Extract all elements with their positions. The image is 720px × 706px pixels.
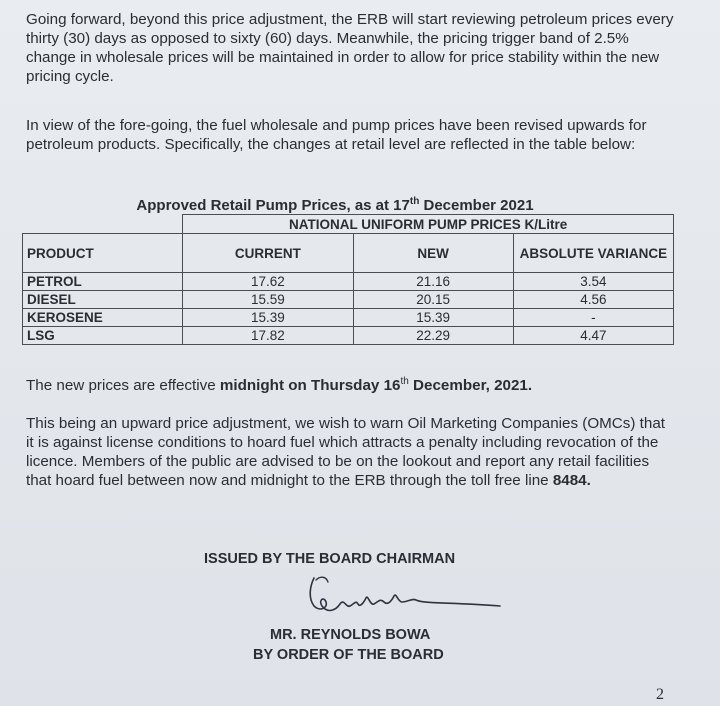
cell-product: LSG — [23, 327, 183, 345]
table-row — [23, 327, 674, 345]
chairman-name: MR. REYNOLDS BOWA — [270, 627, 431, 643]
cell-variance: 4.56 — [513, 291, 673, 309]
table-row — [23, 309, 674, 327]
cell-product: DIESEL — [23, 291, 183, 309]
table-title-sup: th — [409, 196, 420, 207]
cell-current: 17.62 — [183, 273, 353, 291]
cell-variance: 4.47 — [513, 327, 673, 345]
cell-variance: 3.54 — [513, 273, 673, 291]
cell-current: 17.82 — [183, 327, 353, 345]
effective-date-sup: th — [400, 376, 409, 387]
table-subtitle-row — [23, 215, 674, 234]
signature-image — [300, 572, 520, 622]
effective-prefix: The new prices are effective — [26, 377, 220, 395]
toll-free-number: 8484. — [552, 472, 591, 489]
order-of-board: BY ORDER OF THE BOARD — [253, 647, 444, 663]
issued-by: ISSUED BY THE BOARD CHAIRMAN — [204, 551, 456, 567]
paragraph-price-revision: In view of the fore-going, the fuel wholesale and pump prices have been revised upwards for petroleum products. Specifically, the changes at retail level are reflected in the table below: — [26, 117, 647, 153]
table-title-suffix: December 2021 — [419, 197, 534, 214]
header-new: NEW — [353, 234, 513, 273]
table-row — [23, 273, 674, 291]
cell-new: 20.15 — [353, 291, 513, 309]
cell-product: PETROL — [23, 273, 183, 291]
cell-new: 15.39 — [353, 309, 513, 327]
effective-date-bold-2: December, 2021. — [408, 377, 533, 395]
effective-date-bold: midnight on Thursday 16 — [219, 377, 401, 395]
table-header-row — [23, 234, 674, 273]
cell-current: 15.39 — [183, 309, 353, 327]
warning-text: This being an upward price adjustment, we wish to warn Oil Marketing Companies (OMCs) that it is against license conditions to hoard fuel which attracts a penalty including revocation of the licence. Members of the public are advised to be on the lookout and report any retail facilities that hoard fuel between now and midnight to the ERB through the toll free line — [26, 415, 665, 489]
page-number: 2 — [656, 686, 664, 703]
table-title-prefix: Approved Retail Pump Prices, as at 17 — [136, 197, 410, 214]
header-variance: ABSOLUTE VARIANCE — [513, 234, 673, 273]
cell-new: 22.29 — [353, 327, 513, 345]
table-subtitle: NATIONAL UNIFORM PUMP PRICES K/Litre — [183, 215, 674, 234]
table-title — [0, 196, 695, 214]
cell-variance: - — [513, 309, 673, 327]
cell-new: 21.16 — [353, 273, 513, 291]
table-subtitle-spacer — [23, 215, 183, 234]
price-table — [22, 214, 674, 345]
paragraph-pricing-cycle: Going forward, beyond this price adjustment, the ERB will start reviewing petroleum prices every thirty (30) days as opposed to sixty (60) days. Meanwhile, the pricing trigger band of 2.5% change in wholesale prices will be maintained in order to allow for price stability within the new pricing cycle. — [26, 11, 674, 85]
paragraph-effective-date — [26, 372, 676, 395]
header-current: CURRENT — [183, 234, 353, 273]
table-row — [23, 291, 674, 309]
paragraph-hoarding-warning — [26, 414, 676, 490]
cell-current: 15.59 — [183, 291, 353, 309]
header-product: PRODUCT — [23, 234, 183, 273]
cell-product: KEROSENE — [23, 309, 183, 327]
